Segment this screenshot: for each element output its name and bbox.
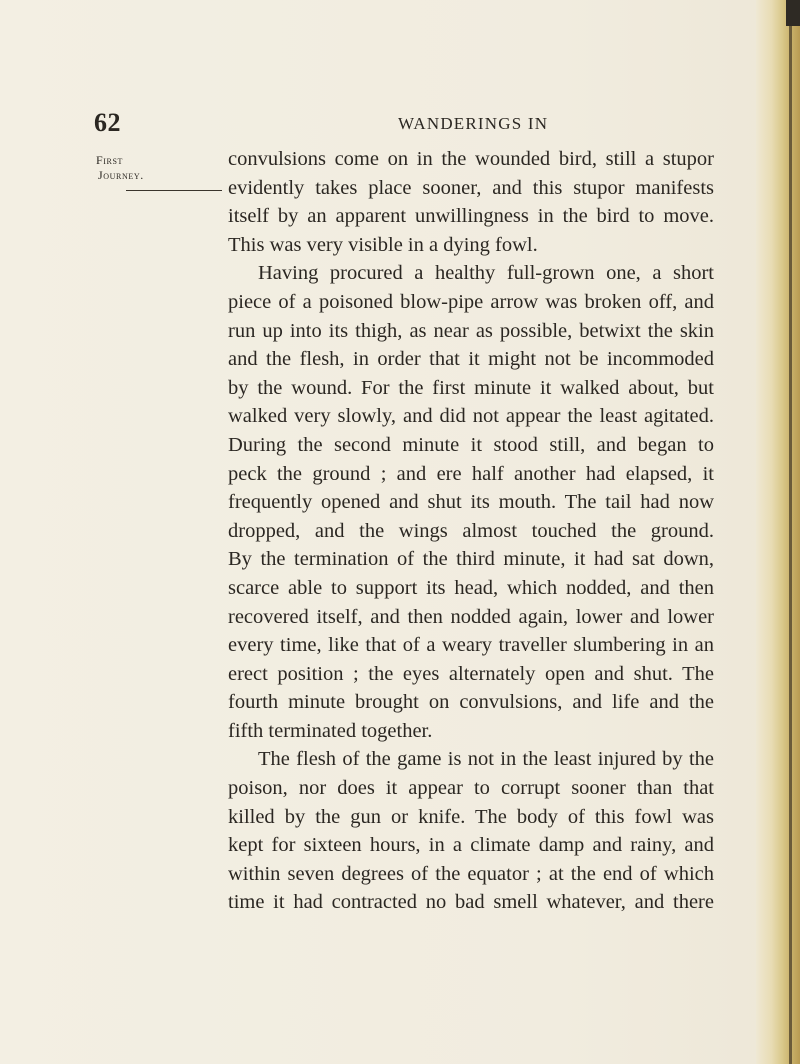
text-line: This was very visible in a dying fowl. xyxy=(228,233,538,256)
text-line: run up into its thigh, as near as possible, betwixt the skin xyxy=(228,319,714,342)
text-line: poison, nor does it appear to corrupt sooner than that xyxy=(228,777,714,800)
text-line: scarce able to support its head, which nodded, and then xyxy=(228,576,714,599)
text-line: time it had contracted no bad smell whatever, and there xyxy=(228,891,714,914)
text-line: every time, like that of a weary traveller slumbering in an xyxy=(228,634,714,657)
text-line: recovered itself, and then nodded again, lower and lower xyxy=(228,605,714,628)
text-line: peck the ground ; and ere half another had elapsed, it xyxy=(228,462,714,485)
page-number: 62 xyxy=(94,108,121,137)
margin-note-line-1: First xyxy=(96,153,124,167)
running-head: WANDERINGS IN xyxy=(398,114,549,133)
text-line: within seven degrees of the equator ; at the end of which xyxy=(228,862,714,885)
text-line: Having procured a healthy full-grown one, a short xyxy=(258,262,714,285)
margin-rule xyxy=(126,190,222,191)
margin-note xyxy=(96,153,206,183)
text-line: fourth minute brought on convulsions, and life and the xyxy=(228,691,714,714)
text-line: and the flesh, in order that it might not be incommoded xyxy=(228,348,714,371)
text-line: fifth terminated together. xyxy=(228,719,433,742)
text-line: erect position ; the eyes alternately open and shut. The xyxy=(228,662,714,685)
body-text xyxy=(228,145,714,917)
text-line: by the wound. For the first minute it walked about, but xyxy=(228,376,714,399)
margin-note-line-2: Journey. xyxy=(98,168,144,182)
text-line: The flesh of the game is not in the least injured by the xyxy=(258,748,714,771)
text-line: evidently takes place sooner, and this stupor manifests xyxy=(228,176,714,199)
text-line: frequently opened and shut its mouth. The tail had now xyxy=(228,491,714,514)
page-edge-shadow xyxy=(756,0,800,1064)
page-corner-shadow xyxy=(786,0,800,26)
text-line: By the termination of the third minute, it had sat down, xyxy=(228,548,714,571)
text-line: itself by an apparent unwillingness in the bird to move. xyxy=(228,205,714,228)
text-line: killed by the gun or knife. The body of this fowl was xyxy=(228,805,714,828)
text-line: kept for sixteen hours, in a climate damp and rainy, and xyxy=(228,834,714,857)
text-line: walked very slowly, and did not appear the least agitated. xyxy=(228,405,714,428)
text-line: During the second minute it stood still, and began to xyxy=(228,433,714,456)
text-line: convulsions come on in the wounded bird, still a stupor xyxy=(228,148,714,170)
page-binding-line xyxy=(789,0,792,1064)
text-line: piece of a poisoned blow-pipe arrow was broken off, and xyxy=(228,290,714,313)
text-line: dropped, and the wings almost touched the ground. xyxy=(228,519,714,542)
